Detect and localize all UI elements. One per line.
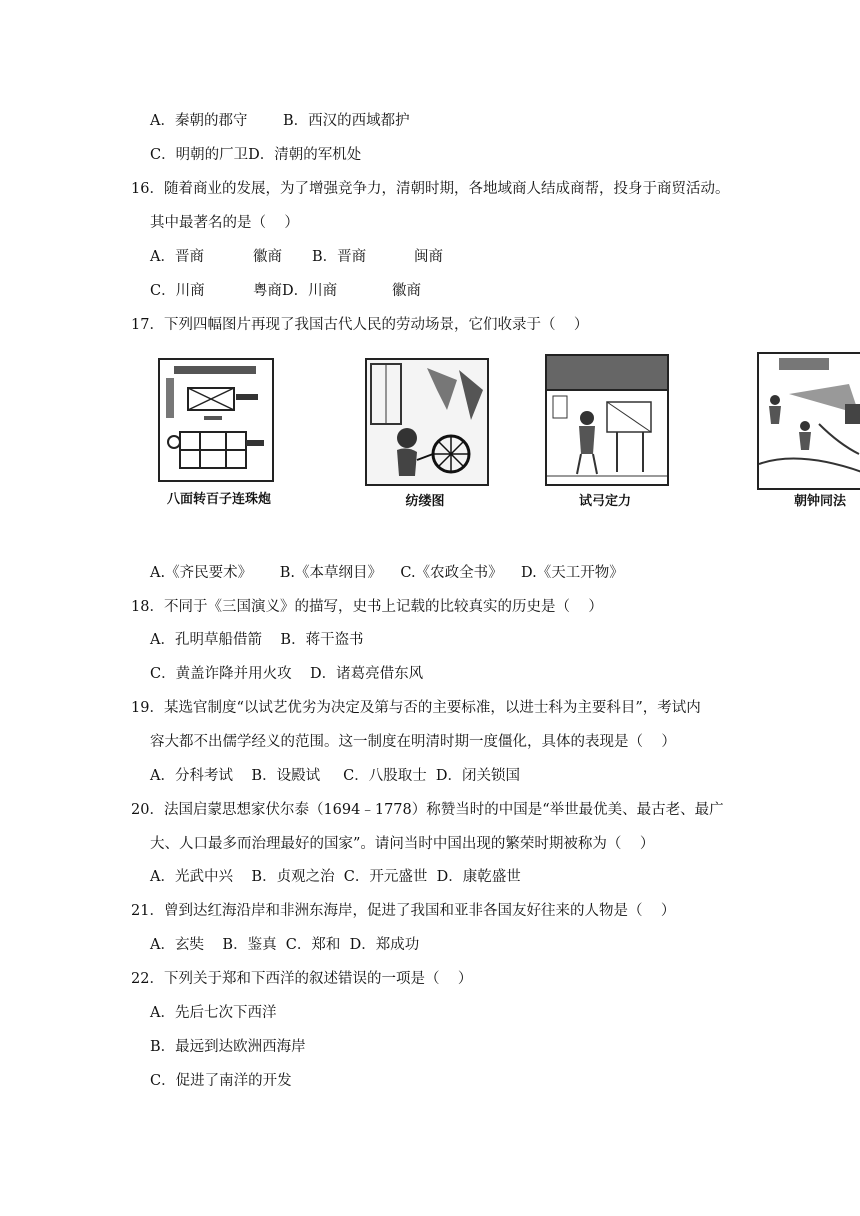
q21-stem: 21．曾到达红海沿岸和非洲东海岸，促进了我国和亚非各国友好往来的人物是（ ） (131, 903, 676, 919)
q22-option-b: B．最远到达欧洲西海岸 (150, 1039, 306, 1055)
q16-option-c-second: 粤商D．川商 (253, 283, 338, 299)
figure-spinning (365, 358, 489, 486)
spinning-wheel-illustration-icon (367, 360, 487, 484)
q17-stem: 17．下列四幅图片再现了我国古代人民的劳动场景，它们收录于（ ） (131, 317, 589, 333)
bow-testing-illustration-icon (547, 356, 667, 484)
q15-option-b: B．西汉的西域都护 (283, 113, 410, 129)
q22-stem: 22．下列关于郑和下西洋的叙述错误的一项是（ ） (131, 971, 473, 987)
q19-stem-line2: 容大都不出儒学经义的范围。这一制度在明清时期一度僵化，具体的表现是（ ） (150, 734, 676, 750)
q21-options: A．玄奘 B．鉴真 C．郑和 D．郑成功 (150, 937, 420, 953)
q18-options-ab: A．孔明草船借箭 B．蒋干盗书 (150, 632, 364, 648)
q15-option-a: A．秦朝的郡守 (150, 113, 248, 129)
q20-stem-line1: 20．法国启蒙思想家伏尔泰（1694﹣1778）称赞当时的中国是“举世最优美、最古老、最广 (131, 802, 724, 818)
q16-option-c: C．川商 (150, 283, 205, 299)
q16-option-d-second: 徽商 (392, 283, 421, 299)
q22-option-c: C．促进了南洋的开发 (150, 1073, 292, 1089)
q19-stem-line1: 19．某选官制度“以试艺优劣为决定及第与否的主要标准，以进士科为主要科目”，考试内 (131, 700, 701, 716)
q15-option-cd: C．明朝的厂卫D．清朝的军机处 (150, 147, 362, 163)
cannon-illustration-icon (160, 360, 272, 480)
q22-option-a: A．先后七次下西洋 (150, 1005, 277, 1021)
q16-option-b-second: 闽商 (414, 249, 443, 265)
q16-option-a: A．晋商 (150, 249, 204, 265)
figure-cannon-caption: 八面转百子连珠炮 (166, 492, 271, 507)
figure-cannon (158, 358, 274, 482)
q20-stem-line2: 大、人口最多而治理最好的国家”。请问当时中国出现的繁荣时期被称为（ ） (150, 836, 655, 852)
q16-stem-line1: 16．随着商业的发展，为了增强竞争力，清朝时期，各地域商人结成商帮，投身于商贸活动。 (131, 181, 730, 197)
q18-stem: 18．不同于《三国演义》的描写，史书上记载的比较真实的历史是（ ） (131, 599, 603, 615)
bell-casting-illustration-icon (759, 354, 860, 488)
figure-bell-caption: 朝钟同法 (793, 494, 846, 509)
figure-bow (545, 354, 669, 486)
figure-spinning-caption: 纺缕图 (405, 494, 445, 509)
figure-bell (757, 352, 860, 490)
q20-options: A．光武中兴 B．贞观之治 C．开元盛世 D．康乾盛世 (150, 869, 521, 885)
q19-options: A．分科考试 B．设殿试 C．八股取士 D．闭关锁国 (150, 768, 521, 784)
q16-stem-line2: 其中最著名的是（ ） (150, 215, 299, 231)
q18-options-cd: C．黄盖诈降并用火攻 D．诸葛亮借东风 (150, 666, 424, 682)
figure-bow-caption: 试弓定力 (578, 494, 631, 509)
q16-option-b: B．晋商 (312, 249, 367, 265)
q17-options: A.《齐民要术》 B.《本草纲目》 C.《农政全书》 D.《天工开物》 (150, 565, 624, 581)
q16-option-a-second: 徽商 (253, 249, 282, 265)
